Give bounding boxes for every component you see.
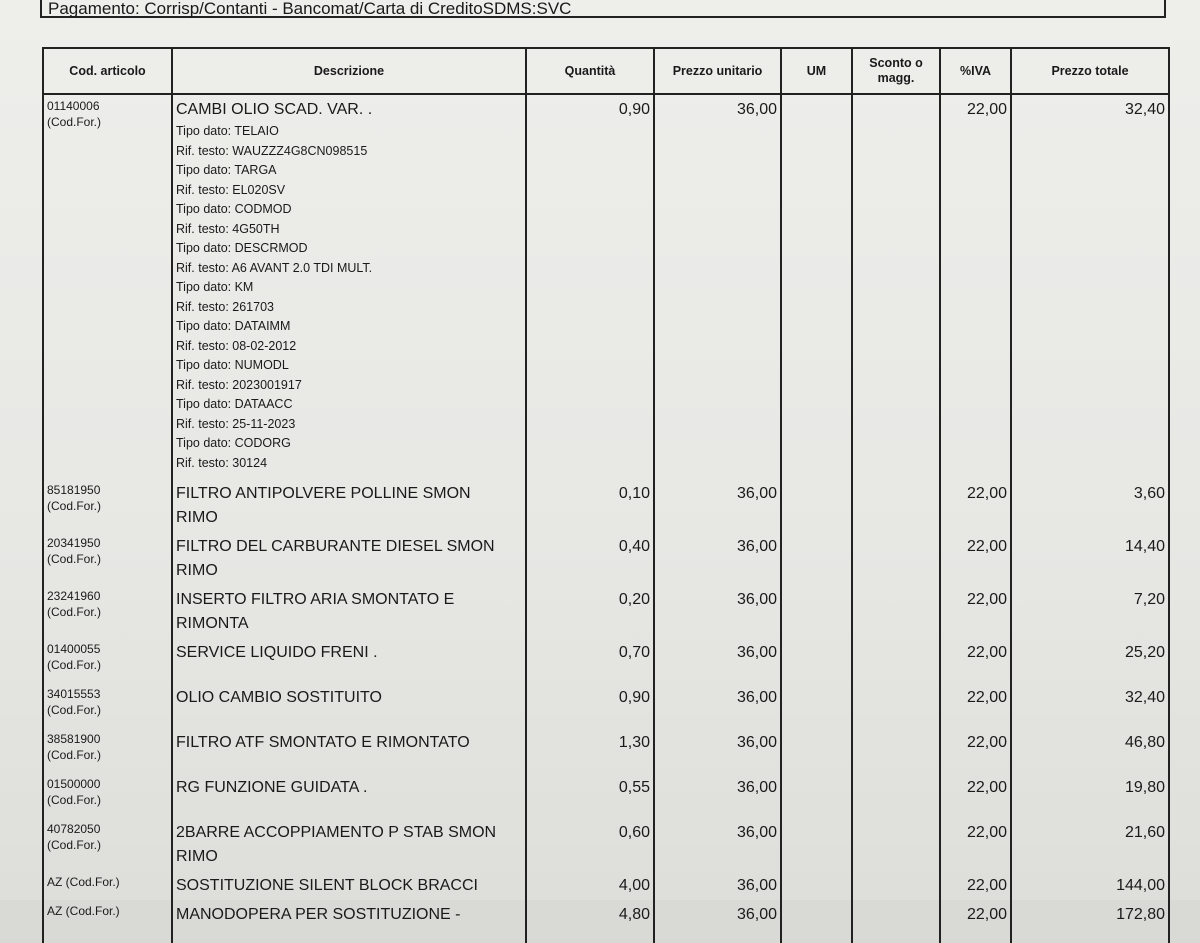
cell-um bbox=[781, 871, 852, 900]
table-row bbox=[43, 818, 1169, 871]
item-code-type: (Cod.For.) bbox=[47, 552, 102, 566]
cell-vat: 22,00 bbox=[940, 818, 1011, 871]
header-um: UM bbox=[781, 48, 852, 94]
cell-description bbox=[172, 532, 526, 585]
cell-unit-price: 36,00 bbox=[654, 728, 781, 773]
cell-discount bbox=[852, 818, 940, 871]
item-description: RG FUNZIONE GUIDATA . bbox=[176, 779, 368, 796]
item-code-type: (Cod.For.) bbox=[47, 748, 102, 762]
cell-description bbox=[172, 683, 526, 728]
cell-quantity: 1,30 bbox=[526, 728, 654, 773]
item-code: 38581900 bbox=[47, 732, 101, 746]
cell-code bbox=[43, 683, 172, 728]
cell-description bbox=[172, 585, 526, 638]
cell-vat: 22,00 bbox=[940, 900, 1011, 943]
item-description: FILTRO ANTIPOLVERE POLLINE SMON bbox=[176, 485, 471, 502]
item-code-type: (Cod.For.) bbox=[47, 499, 102, 513]
cell-total: 21,60 bbox=[1011, 818, 1169, 871]
item-code-type: (Cod.For.) bbox=[47, 605, 102, 619]
cell-quantity: 0,20 bbox=[526, 585, 654, 638]
cell-code bbox=[43, 900, 172, 943]
cell-vat: 22,00 bbox=[940, 479, 1011, 532]
item-detail: Rif. testo: 2023001917 bbox=[176, 377, 302, 392]
cell-unit-price: 36,00 bbox=[654, 773, 781, 818]
cell-unit-price: 36,00 bbox=[654, 532, 781, 585]
item-description: OLIO CAMBIO SOSTITUITO bbox=[176, 689, 382, 706]
cell-unit-price: 36,00 bbox=[654, 871, 781, 900]
table-row bbox=[43, 585, 1169, 638]
item-detail: Tipo dato: CODORG bbox=[176, 436, 291, 450]
item-code-type: (Cod.For.) bbox=[47, 703, 102, 717]
invoice-items-table bbox=[42, 47, 1170, 943]
item-code: 34015553 bbox=[47, 687, 101, 701]
cell-total: 19,80 bbox=[1011, 773, 1169, 818]
item-detail: Tipo dato: DESCRMOD bbox=[176, 241, 308, 255]
cell-um bbox=[781, 773, 852, 818]
item-description: INSERTO FILTRO ARIA SMONTATO E bbox=[176, 591, 455, 608]
cell-quantity: 4,00 bbox=[526, 871, 654, 900]
cell-vat: 22,00 bbox=[940, 871, 1011, 900]
cell-description bbox=[172, 94, 526, 479]
item-description: MANODOPERA PER SOSTITUZIONE - bbox=[176, 906, 461, 923]
item-code: 20341950 bbox=[47, 536, 101, 550]
cell-description bbox=[172, 773, 526, 818]
cell-quantity: 0,55 bbox=[526, 773, 654, 818]
cell-vat: 22,00 bbox=[940, 773, 1011, 818]
item-code-type: (Cod.For.) bbox=[47, 793, 102, 807]
cell-discount bbox=[852, 479, 940, 532]
cell-quantity: 0,40 bbox=[526, 532, 654, 585]
cell-unit-price: 36,00 bbox=[654, 818, 781, 871]
cell-description bbox=[172, 638, 526, 683]
cell-code bbox=[43, 638, 172, 683]
item-detail: Tipo dato: KM bbox=[176, 280, 254, 294]
cell-total: 172,80 bbox=[1011, 900, 1169, 943]
header-quantity: Quantità bbox=[526, 48, 654, 94]
item-description-cont: RIMO bbox=[176, 848, 218, 865]
table-row bbox=[43, 94, 1169, 479]
cell-code bbox=[43, 728, 172, 773]
table-row bbox=[43, 871, 1169, 900]
item-code: 01400055 bbox=[47, 642, 101, 656]
cell-code bbox=[43, 532, 172, 585]
cell-total: 7,20 bbox=[1011, 585, 1169, 638]
cell-discount bbox=[852, 871, 940, 900]
item-description: SOSTITUZIONE SILENT BLOCK BRACCI bbox=[176, 877, 478, 894]
cell-unit-price: 36,00 bbox=[654, 900, 781, 943]
cell-quantity: 0,60 bbox=[526, 818, 654, 871]
item-code-type: (Cod.For.) bbox=[47, 658, 102, 672]
cell-unit-price: 36,00 bbox=[654, 585, 781, 638]
cell-um bbox=[781, 683, 852, 728]
cell-unit-price: 36,00 bbox=[654, 94, 781, 479]
cell-discount bbox=[852, 585, 940, 638]
cell-total: 32,40 bbox=[1011, 94, 1169, 479]
item-detail: Tipo dato: NUMODL bbox=[176, 358, 289, 372]
cell-total: 3,60 bbox=[1011, 479, 1169, 532]
cell-description bbox=[172, 479, 526, 532]
cell-um bbox=[781, 585, 852, 638]
cell-quantity: 0,10 bbox=[526, 479, 654, 532]
cell-unit-price: 36,00 bbox=[654, 638, 781, 683]
item-detail: Rif. testo: 30124 bbox=[176, 455, 268, 470]
table-row bbox=[43, 638, 1169, 683]
cell-unit-price: 36,00 bbox=[654, 479, 781, 532]
cell-code bbox=[43, 585, 172, 638]
cell-total: 46,80 bbox=[1011, 728, 1169, 773]
payment-method-line bbox=[40, 0, 1166, 18]
payment-method-text: Pagamento: Corrisp/Contanti - Bancomat/Carta di CreditoSDMS:SVC bbox=[48, 0, 572, 18]
item-code: 40782050 bbox=[47, 822, 101, 836]
cell-description bbox=[172, 728, 526, 773]
cell-vat: 22,00 bbox=[940, 532, 1011, 585]
cell-discount bbox=[852, 773, 940, 818]
cell-discount bbox=[852, 683, 940, 728]
cell-code bbox=[43, 94, 172, 479]
header-vat: %IVA bbox=[940, 48, 1011, 94]
cell-discount bbox=[852, 94, 940, 479]
table-row bbox=[43, 900, 1169, 943]
item-description: CAMBI OLIO SCAD. VAR. . bbox=[176, 101, 373, 118]
cell-um bbox=[781, 900, 852, 943]
item-code: 23241960 bbox=[47, 589, 101, 603]
cell-total: 14,40 bbox=[1011, 532, 1169, 585]
item-detail: Rif. testo: 25-11-2023 bbox=[176, 416, 296, 431]
item-code: 01140006 bbox=[47, 99, 100, 113]
item-detail: Tipo dato: DATAACC bbox=[176, 397, 293, 411]
cell-total: 144,00 bbox=[1011, 871, 1169, 900]
item-code-type: (Cod.For.) bbox=[47, 115, 102, 129]
item-detail: Tipo dato: DATAIMM bbox=[176, 319, 291, 333]
cell-vat: 22,00 bbox=[940, 585, 1011, 638]
header-discount: Sconto o magg. bbox=[852, 48, 940, 94]
item-detail: Rif. testo: WAUZZZ4G8CN098515 bbox=[176, 143, 368, 158]
cell-description bbox=[172, 818, 526, 871]
item-detail: Tipo dato: TELAIO bbox=[176, 124, 279, 138]
table-row bbox=[43, 728, 1169, 773]
item-description-cont: RIMONTA bbox=[176, 615, 249, 632]
cell-code bbox=[43, 871, 172, 900]
cell-discount bbox=[852, 638, 940, 683]
item-code: 01500000 bbox=[47, 777, 101, 791]
cell-total: 25,20 bbox=[1011, 638, 1169, 683]
item-detail: Rif. testo: A6 AVANT 2.0 TDI MULT. bbox=[176, 260, 373, 275]
item-code: 85181950 bbox=[47, 483, 101, 497]
item-detail: Tipo dato: CODMOD bbox=[176, 202, 292, 216]
table-row bbox=[43, 479, 1169, 532]
header-unit-price: Prezzo unitario bbox=[654, 48, 781, 94]
item-code: AZ (Cod.For.) bbox=[47, 875, 120, 889]
header-description: Descrizione bbox=[172, 48, 526, 94]
cell-um bbox=[781, 728, 852, 773]
item-description-cont: RIMO bbox=[176, 562, 218, 579]
cell-um bbox=[781, 94, 852, 479]
cell-code bbox=[43, 773, 172, 818]
header-total: Prezzo totale bbox=[1011, 48, 1169, 94]
cell-um bbox=[781, 638, 852, 683]
cell-vat: 22,00 bbox=[940, 638, 1011, 683]
cell-description bbox=[172, 871, 526, 900]
cell-vat: 22,00 bbox=[940, 94, 1011, 479]
cell-um bbox=[781, 818, 852, 871]
item-detail: Rif. testo: 261703 bbox=[176, 299, 274, 314]
table-header-row bbox=[43, 48, 1169, 94]
item-description: SERVICE LIQUIDO FRENI . bbox=[176, 644, 378, 661]
item-detail: Rif. testo: 4G50TH bbox=[176, 221, 280, 236]
cell-quantity: 4,80 bbox=[526, 900, 654, 943]
cell-description bbox=[172, 900, 526, 943]
cell-quantity: 0,90 bbox=[526, 94, 654, 479]
cell-code bbox=[43, 818, 172, 871]
table-row bbox=[43, 683, 1169, 728]
item-description: 2BARRE ACCOPPIAMENTO P STAB SMON bbox=[176, 824, 497, 841]
cell-vat: 22,00 bbox=[940, 728, 1011, 773]
item-code: AZ (Cod.For.) bbox=[47, 904, 120, 918]
item-detail: Rif. testo: 08-02-2012 bbox=[176, 338, 297, 353]
item-description: FILTRO ATF SMONTATO E RIMONTATO bbox=[176, 734, 470, 751]
cell-discount bbox=[852, 728, 940, 773]
item-detail: Tipo dato: TARGA bbox=[176, 163, 277, 177]
table-row bbox=[43, 532, 1169, 585]
item-detail: Rif. testo: EL020SV bbox=[176, 182, 286, 197]
item-code-type: (Cod.For.) bbox=[47, 838, 102, 852]
cell-unit-price: 36,00 bbox=[654, 683, 781, 728]
cell-um bbox=[781, 532, 852, 585]
item-description: FILTRO DEL CARBURANTE DIESEL SMON bbox=[176, 538, 495, 555]
table-row bbox=[43, 773, 1169, 818]
cell-um bbox=[781, 479, 852, 532]
cell-total: 32,40 bbox=[1011, 683, 1169, 728]
header-code: Cod. articolo bbox=[43, 48, 172, 94]
cell-discount bbox=[852, 532, 940, 585]
cell-vat: 22,00 bbox=[940, 683, 1011, 728]
cell-code bbox=[43, 479, 172, 532]
cell-quantity: 0,70 bbox=[526, 638, 654, 683]
cell-quantity: 0,90 bbox=[526, 683, 654, 728]
item-description-cont: RIMO bbox=[176, 509, 218, 526]
cell-discount bbox=[852, 900, 940, 943]
